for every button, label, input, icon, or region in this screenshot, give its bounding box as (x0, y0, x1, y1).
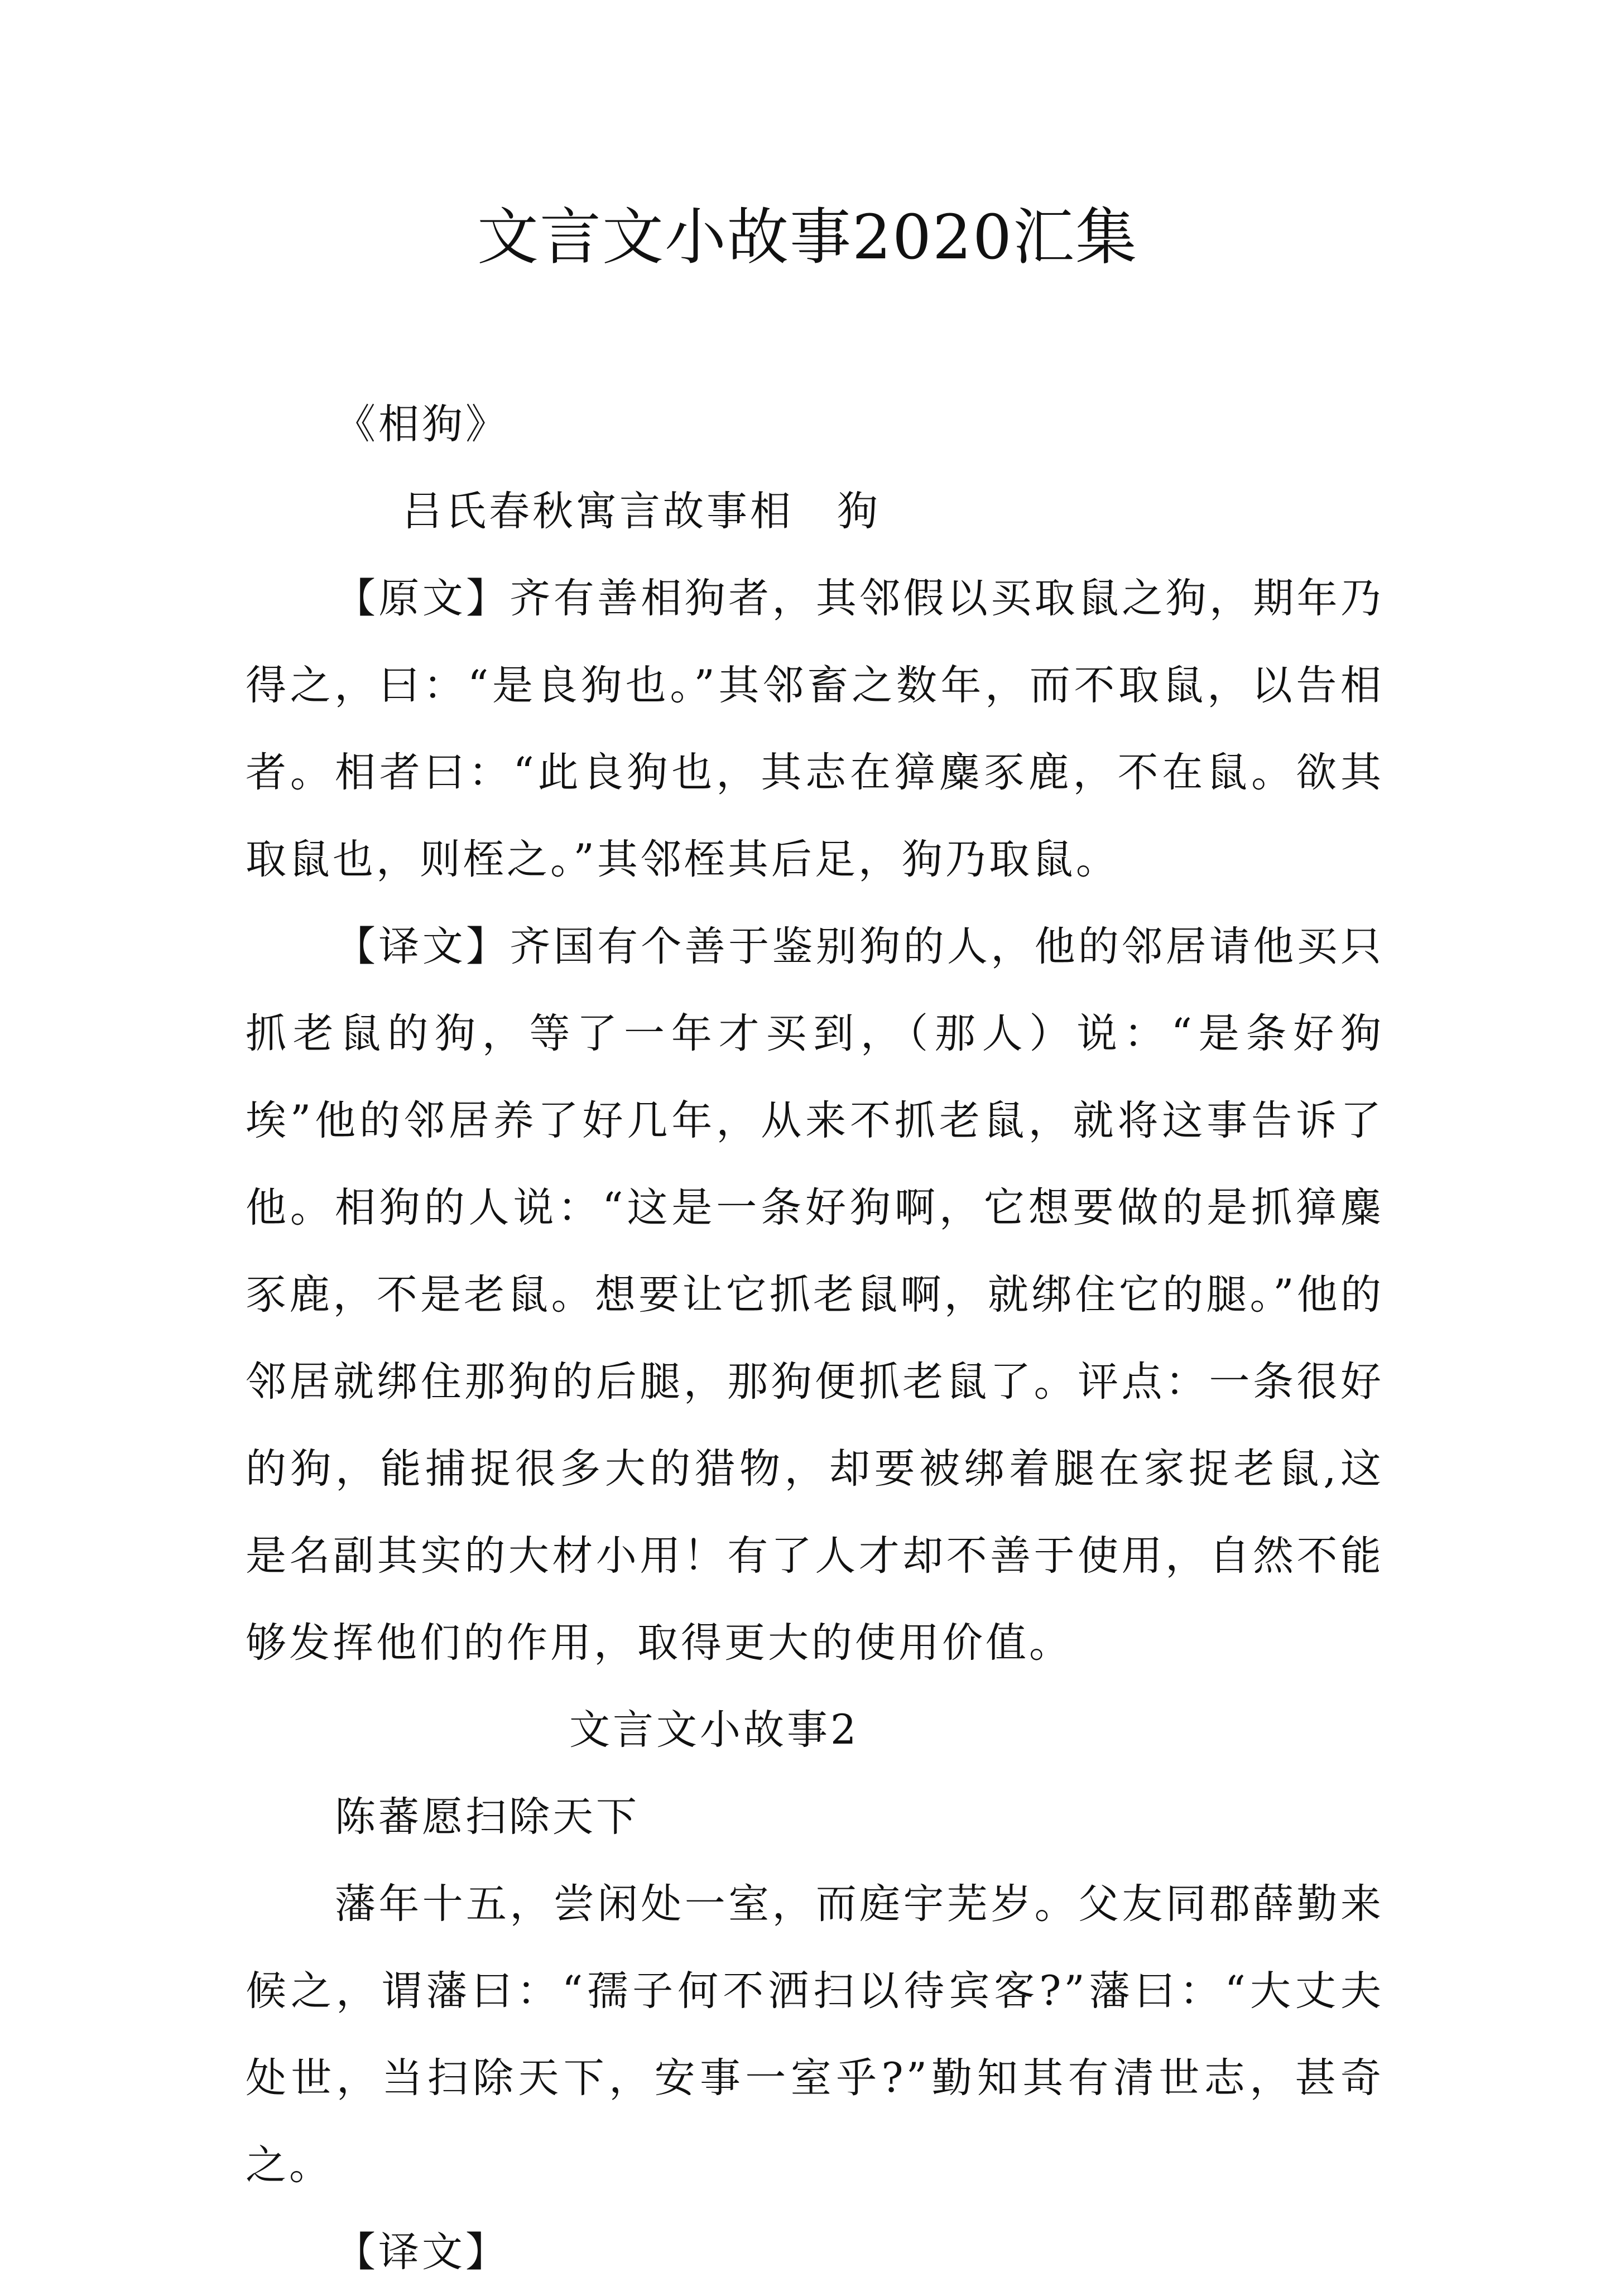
story1-original-paragraph: 【原文】齐有善相狗者，其邻假以买取鼠之狗，期年乃得之，曰：“是良狗也。”其邻畜之数年，而不取鼠，以告相者。相者曰：“此良狗也，其志在獐麋豕鹿，不在鼠。欲其取鼠也，则桎之。”其邻桎其后足，狗乃取鼠。 (246, 575, 1384, 883)
document-title: 文言文小故事2020汇集 (477, 201, 1138, 273)
story1-translation-paragraph: 【译文】齐国有个善于鉴别狗的人，他的邻居请他买只抓老鼠的狗，等了一年才买到，（那人）说：“是条好狗埃”他的邻居养了好几年，从来不抓老鼠，就将这事告诉了他。相狗的人说：“这是一条好狗啊，它想要做的是抓獐麋豕鹿，不是老鼠。想要让它抓老鼠啊，就绑住它的腿。”他的邻居就绑住那狗的后腿，那狗便抓老鼠了。评点：一条很好的狗，能捕捉很多大的猎物，却要被绑着腿在家捉老鼠,这是名副其实的大材小用！有了人才却不善于使用，自然不能够发挥他们的作用，取得更大的使用价值。 (246, 923, 1384, 1667)
document-body (246, 381, 1384, 2296)
story2-subtitle: 文言文小故事2 (569, 1706, 859, 1754)
story2-original-paragraph: 藩年十五，尝闲处一室，而庭宇芜岁。父友同郡薛勤来候之，谓藩曰：“孺子何不洒扫以待宾客?”藩曰：“大丈夫处世，当扫除天下，安事一室乎?”勤知其有清世志，甚奇之。 (246, 1880, 1384, 2189)
story1-source: 吕氏春秋寓言故事相 狗 (402, 488, 881, 535)
story2-translation-label: 【译文】 (335, 2228, 509, 2276)
story2-heading: 陈蕃愿扫除天下 (335, 1793, 640, 1841)
story1-heading: 《相狗》 (335, 401, 509, 448)
